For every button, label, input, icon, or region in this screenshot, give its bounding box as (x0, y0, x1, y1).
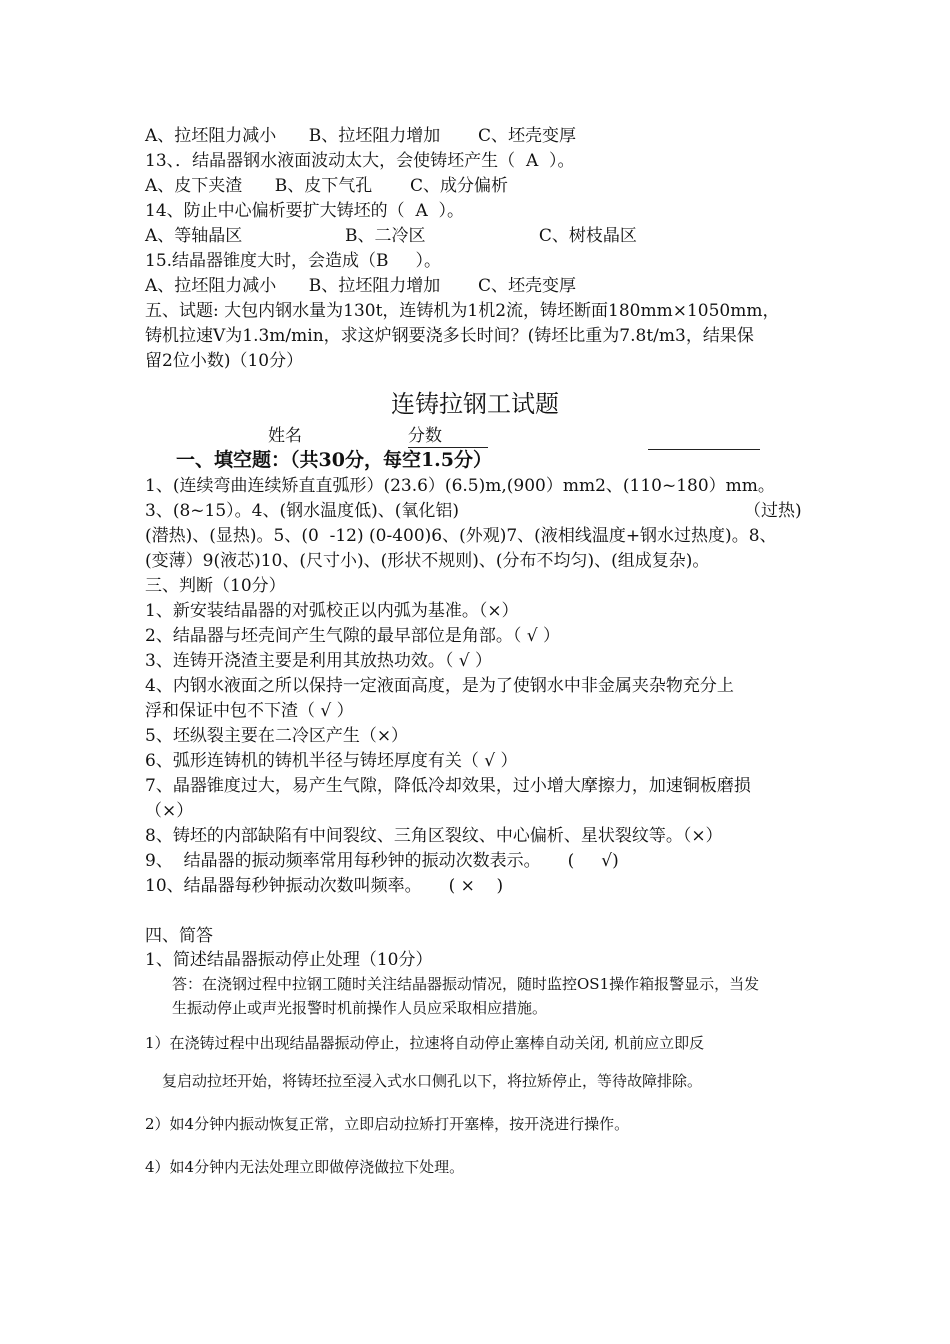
judge-2: 2、结晶器与坯壳间产生气隙的最早部位是角部。（ √ ） (145, 626, 560, 646)
section-5-line-2: 铸机拉速V为1.3m/min，求这炉钢要浇多长时间？(铸坯比重为7.8t/m3，结果保 (145, 326, 754, 346)
section-5-line-3: 留2位小数)（10分） (145, 351, 304, 371)
judge-7b: （×） (145, 801, 194, 821)
answer-line-2: 生振动停止或声光报警时机前操作人员应采取相应措施。 (172, 999, 548, 1017)
judge-8: 8、铸坯的内部缺陷有中间裂纹、三角区裂纹、中心偏析、星状裂纹等。（×） (145, 826, 723, 846)
section-1-heading: 一、填空题：（共30分，每空1.5分） (176, 449, 492, 471)
question-14: 14、防止中心偏析要扩大铸坯的（ A ）。 (145, 201, 465, 221)
section-5-line-1: 五、试题: 大包内钢水量为130t，连铸机为1机2流，铸坯断面180mm×1050mm， (145, 301, 780, 321)
question-15-options: A、拉坯阻力减小 B、拉坯阻力增加 C、坯壳变厚 (145, 276, 577, 296)
name-label: 姓名 (268, 426, 302, 446)
fill-answer-line-2-right: （过热) (744, 501, 802, 521)
answer-line-6: 4）如4分钟内无法处理立即做停浇做拉下处理。 (145, 1158, 465, 1176)
fill-answer-line-3: (潜热)、(显热)。5、(0 -12) (0-400)6、(外观)7、(液相线温度+钢水过热度)。8、 (145, 526, 777, 546)
fill-answer-line-1: 1、(连续弯曲连续矫直直弧形）(23.6）(6.5)m,(900）mm2、(110~180）mm。 (145, 476, 775, 496)
question-15: 15.结晶器锥度大时，会造成（B ）。 (145, 251, 442, 271)
answer-line-5: 2）如4分钟内振动恢复正常，立即启动拉矫打开塞棒，按开浇进行操作。 (145, 1115, 630, 1133)
score-label: 分数 (408, 426, 442, 446)
question-14-options: A、等轴晶区 B、二冷区 C、树枝晶区 (145, 226, 637, 246)
answer-line-1: 答：在浇钢过程中拉钢工随时关注结晶器振动情况，随时监控OS1操作箱报警显示，当发 (172, 975, 760, 993)
blank-underline (648, 449, 760, 450)
judge-10: 10、结晶器每秒钟振动次数叫频率。 ( × ) (145, 876, 504, 896)
fill-answer-line-4: (变薄）9(液芯)10、(尺寸小)、(形状不规则)、(分布不均匀)、(组成复杂)。 (145, 551, 710, 571)
section-3-heading: 三、判断（10分） (145, 576, 286, 596)
line-13-answer-options: A、皮下夹渣 B、皮下气孔 C、成分偏析 (145, 176, 509, 196)
judge-1: 1、新安装结晶器的对弧校正以内弧为基准。（×） (145, 601, 519, 621)
answer-line-3: 1）在浇铸过程中出现结晶器振动停止，拉速将自动停止塞棒自动关闭, 机前应立即反 (145, 1034, 705, 1052)
judge-6: 6、弧形连铸机的铸机半径与铸坯厚度有关（ √ ） (145, 751, 518, 771)
line-13-options: A、拉坯阻力减小 B、拉坯阻力增加 C、坯壳变厚 (145, 126, 577, 146)
judge-3: 3、连铸开浇渣主要是利用其放热功效。（ √ ） (145, 651, 492, 671)
judge-7a: 7、晶器锥度过大，易产生气隙，降低冷却效果，过小增大摩擦力，加速铜板磨损 (145, 776, 751, 796)
judge-5: 5、坯纵裂主要在二冷区产生（×） (145, 726, 409, 746)
fill-answer-line-2: 3、(8~15）。4、(钢水温度低)、(氧化铝) (145, 501, 459, 521)
judge-9: 9、 结晶器的振动频率常用每秒钟的振动次数表示。 ( √) (145, 851, 619, 871)
judge-4b: 浮和保证中包不下渣（ √ ） (145, 701, 354, 721)
question-13: 13、．结晶器钢水液面波动太大，会使铸坯产生（ A ）。 (145, 151, 575, 171)
answer-line-4: 复启动拉坯开始，将铸坯拉至浸入式水口侧孔以下，将拉矫停止，等待故障排除。 (162, 1072, 703, 1090)
page-title: 连铸拉钢工试题 (391, 390, 559, 418)
section-4-heading: 四、简答 (145, 926, 213, 946)
judge-4a: 4、内钢水液面之所以保持一定液面高度，是为了使钢水中非金属夹杂物充分上 (145, 676, 734, 696)
short-question-1: 1、简述结晶器振动停止处理（10分） (145, 950, 433, 970)
